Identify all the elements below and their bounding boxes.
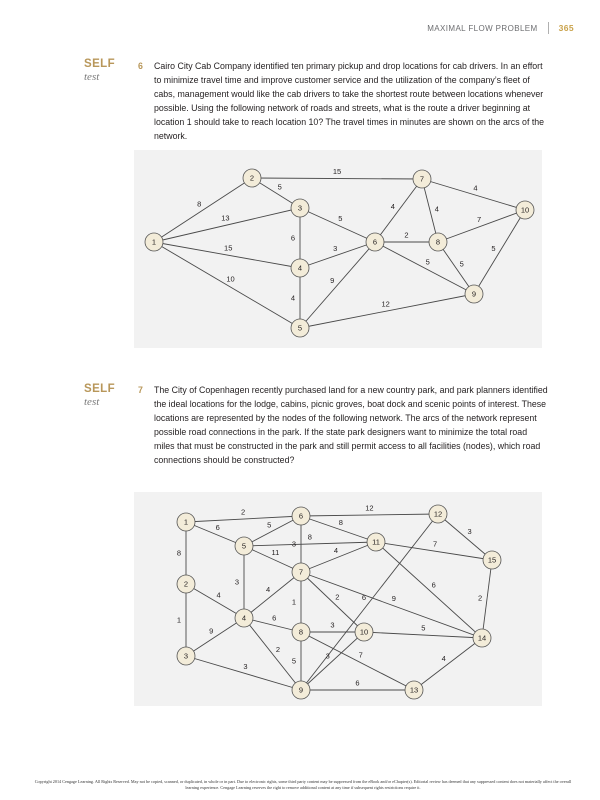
test-label: test [84, 396, 100, 408]
edge-label-6-9: 5 [425, 257, 430, 267]
node-label: 8 [298, 627, 304, 637]
edge-label-2-7: 15 [332, 167, 342, 177]
edge-label-4-6: 3 [333, 243, 338, 253]
node-1 [177, 513, 195, 531]
node-label: 3 [183, 651, 189, 661]
node-label: 10 [520, 205, 530, 215]
edge-label-3-6: 5 [338, 214, 343, 224]
node-label: 9 [471, 289, 477, 299]
edges [183, 511, 492, 690]
problem-text: The City of Copenhagen recently purchased land for a new country park, and park planners identified the ideal locations for the lodge, cabins, picnic groves, boat dock and scenic points of interest. These locations are represented by the nodes of the following network. The arcs of the network represent possible road connections in the park. If the state park designers want to minimize the total road miles that must be constructed in the park and still permit access to all facilities (nodes), which road connections should be constructed? [154, 385, 548, 466]
problem-number: 6 [138, 61, 143, 71]
edge-label-7-10: 2 [335, 592, 340, 602]
page-number: 365 [558, 23, 574, 33]
node-2 [177, 575, 195, 593]
node-label: 11 [372, 537, 380, 547]
edge-label-10-9: 3 [325, 651, 330, 661]
edge-labels [197, 167, 496, 309]
node-label: 9 [298, 685, 304, 695]
node-label: 6 [298, 511, 304, 521]
problem-7 [138, 383, 550, 468]
node-9 [292, 681, 310, 699]
edge-label-8-10: 3 [330, 620, 335, 630]
self-test-tag-7 [84, 383, 115, 408]
node-6 [366, 233, 384, 251]
edge-label-1-3: 13 [221, 213, 230, 223]
edges [151, 178, 525, 328]
edge-label-11-15: 7 [432, 539, 438, 549]
copyright-notice: Copyright 2014 Cengage Learning. All Rights Reserved. May not be copied, scanned, or duplicated, in whole or in part. Due to electronic rights, some third party content may be suppressed from the eBook and/or eChapter(s). Editorial review has deemed that any suppressed content does not materially affect the overall learning experience. Cengage Learning reserves the right to remove additional content at any time if subsequent rights restrictions require it. [34, 779, 572, 790]
edge-6-12 [301, 514, 438, 516]
test-label: test [84, 71, 100, 83]
edge-label-10-14: 5 [421, 623, 426, 633]
node-label: 2 [249, 173, 255, 183]
node-14 [473, 629, 491, 647]
node-label: 8 [435, 237, 441, 247]
edge-label-12-15: 3 [467, 527, 472, 537]
problem-6 [138, 59, 550, 144]
edge-label-9-10: 5 [491, 243, 496, 253]
edge-5-11 [244, 542, 376, 546]
node-9 [465, 285, 483, 303]
edge-label-8-13: 7 [358, 650, 363, 660]
edge-label-1-5: 6 [215, 523, 220, 533]
edge-label-5-4: 3 [234, 577, 240, 587]
edge-label-3-4: 6 [290, 233, 296, 243]
edge-13-14 [414, 638, 482, 690]
network-figure-2 [134, 492, 542, 706]
edge-label-6-12: 12 [365, 503, 374, 513]
edge-label-8-9: 5 [459, 259, 464, 269]
edge-9-10 [474, 210, 525, 294]
node-label: 4 [297, 263, 303, 273]
node-10 [516, 201, 534, 219]
node-5 [235, 537, 253, 555]
edge-label-7-14: 9 [391, 593, 396, 603]
edge-label-4-3: 9 [209, 626, 214, 636]
node-label: 12 [433, 509, 443, 519]
edge-label-1-2: 8 [197, 199, 202, 209]
edge-label-5-7: 11 [271, 548, 280, 558]
edge-label-6-5: 5 [267, 520, 272, 530]
edge-1-6 [186, 516, 301, 522]
edge-2-4 [186, 584, 244, 618]
node-4 [291, 259, 309, 277]
problem-text: Cairo City Cab Company identified ten primary pickup and drop locations for cab drivers. In an effort to minimize travel time and improve customer service and the utilization of the company’s fleet of cabs, management would like the cab drivers to take the shortest route between locations whenever possible. Using the following network of roads and streets, what is the route a driver beginning at location 1 should take to reach location 10? The travel times in minutes are shown on the arcs of the network. [154, 61, 545, 142]
edge-label-7-8: 1 [291, 597, 297, 607]
node-label: 1 [151, 237, 157, 247]
edge-4-3 [186, 618, 244, 656]
nodes [177, 505, 501, 699]
network-diagram-2 [134, 492, 542, 706]
edge-8-9 [438, 242, 474, 294]
node-6 [292, 507, 310, 525]
self-label: SELF [84, 383, 115, 395]
edge-label-6-7: 4 [390, 201, 395, 211]
node-label: 7 [419, 174, 425, 184]
edge-7-14 [298, 572, 482, 638]
edge-label-2-3: 5 [277, 182, 282, 192]
node-1 [145, 233, 163, 251]
edge-label-4-9: 2 [275, 645, 281, 655]
node-10 [355, 623, 373, 641]
edge-label-7-11: 4 [333, 546, 338, 556]
edge-label-6-8: 2 [404, 230, 409, 240]
edge-label-3-9: 3 [243, 661, 248, 671]
edge-label-8-10: 7 [476, 214, 482, 224]
node-15 [483, 551, 501, 569]
edge-1-2 [154, 178, 252, 242]
edge-label-12-9: 6 [361, 593, 367, 603]
edge-label-4-5: 4 [290, 293, 296, 303]
node-label: 3 [297, 203, 303, 213]
edge-label-7-8: 4 [434, 204, 439, 214]
edge-label-2-3: 1 [176, 615, 182, 625]
node-12 [429, 505, 447, 523]
node-label: 14 [477, 633, 487, 643]
edge-label-11-14: 6 [431, 580, 436, 590]
edge-3-6 [300, 208, 375, 242]
edge-10-14 [364, 632, 482, 638]
edge-label-6-11: 8 [338, 517, 343, 527]
edge-label-5-6: 9 [330, 275, 335, 285]
edge-8-10 [438, 210, 525, 242]
node-11 [367, 533, 385, 551]
edge-labels [177, 504, 482, 688]
edge-label-1-4: 15 [224, 243, 233, 253]
node-label: 1 [183, 517, 189, 527]
node-4 [235, 609, 253, 627]
nodes [145, 169, 534, 337]
node-label: 5 [241, 541, 247, 551]
node-label: 15 [487, 555, 497, 565]
edge-2-7 [252, 178, 422, 179]
edge-label-1-6: 2 [241, 507, 246, 517]
node-13 [405, 681, 423, 699]
network-diagram-1 [134, 150, 542, 348]
edge-label-2-4: 4 [216, 590, 221, 600]
network-figure-1 [134, 150, 542, 348]
edge-15-14 [482, 560, 492, 638]
node-label: 2 [183, 579, 189, 589]
edge-label-5-11: 8 [307, 532, 312, 542]
node-8 [429, 233, 447, 251]
header-divider [548, 22, 549, 34]
edge-7-11 [301, 542, 376, 572]
edge-label-15-14: 2 [477, 593, 483, 603]
edge-label-4-8: 6 [272, 613, 277, 623]
self-test-tag-6 [84, 58, 115, 83]
node-3 [291, 199, 309, 217]
edge-4-7 [244, 572, 301, 618]
edge-label-1-5: 10 [226, 274, 235, 284]
node-label: 7 [298, 567, 304, 577]
edge-label-7-10: 4 [473, 183, 478, 193]
node-label: 10 [359, 627, 369, 637]
edge-6-7 [375, 179, 422, 242]
running-head [427, 22, 574, 34]
edge-label-6-7: 3 [291, 539, 297, 549]
node-5 [291, 319, 309, 337]
node-3 [177, 647, 195, 665]
node-2 [243, 169, 261, 187]
edge-label-5-9: 12 [381, 299, 390, 309]
node-8 [292, 623, 310, 641]
edge-label-9-13: 6 [355, 678, 360, 688]
edge-label-1-2: 8 [176, 548, 182, 558]
problem-number: 7 [138, 385, 143, 395]
section-title: MAXIMAL FLOW PROBLEM [427, 23, 538, 33]
edge-label-13-14: 4 [441, 653, 446, 663]
node-label: 13 [409, 685, 419, 695]
node-label: 6 [372, 237, 378, 247]
edge-label-4-7: 4 [266, 585, 271, 595]
node-7 [413, 170, 431, 188]
node-7 [292, 563, 310, 581]
node-label: 5 [297, 323, 303, 333]
self-label: SELF [84, 58, 115, 70]
edge-label-8-9: 5 [291, 656, 297, 666]
node-label: 4 [241, 613, 247, 623]
